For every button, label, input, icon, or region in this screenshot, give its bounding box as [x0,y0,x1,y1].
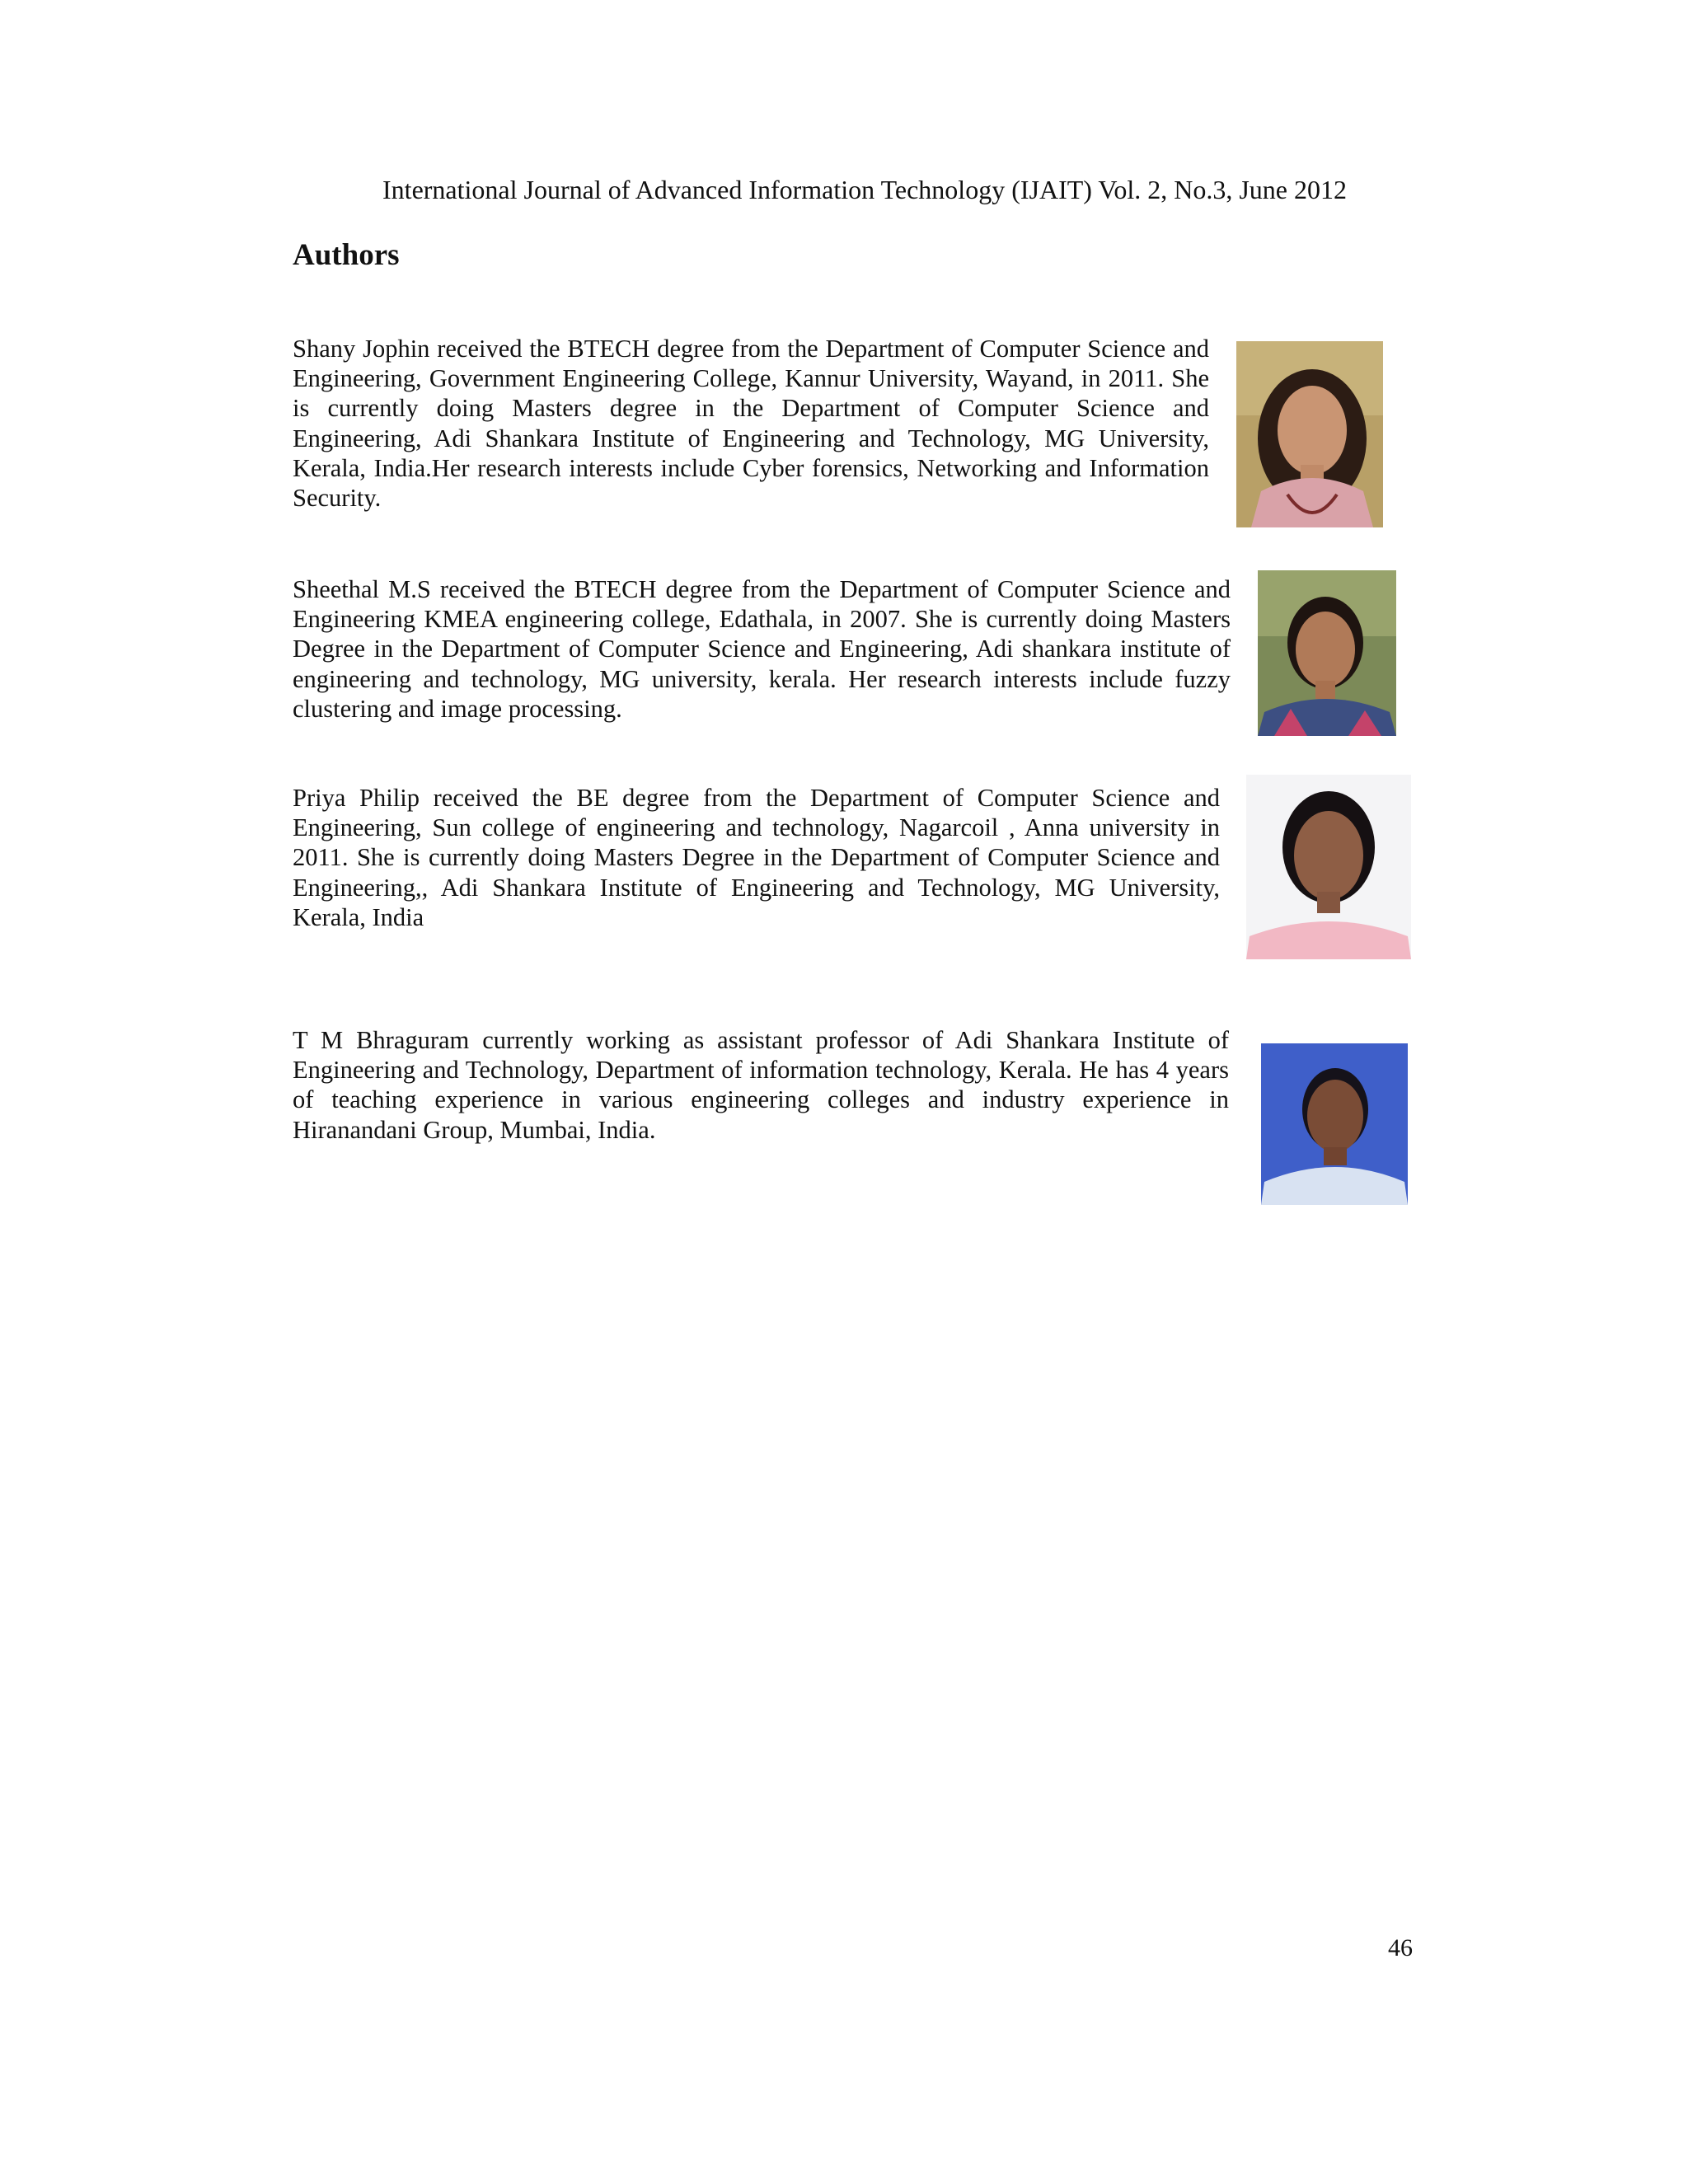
author-bio: Sheethal M.S received the BTECH degree from the Department of Computer Science and Engineering KMEA engineering college, Edathala, in 2007. She is currently doing Masters Degree in the Department of Computer Science and Engineering, Adi shankara institute of engineering and technology, MG university, kerala. Her research interests include fuzzy clustering and image processing. [293,575,1231,723]
author-bio: Priya Philip received the BE degree from the Department of Computer Science and Engineering, Sun college of engineering and technology, Nagarcoil , Anna university in 2011. She is currently doing Masters Degree in the Department of Computer Science and Engineering,, Adi Shankara Institute of Engineering and Technology, MG University, Kerala, India [293,784,1220,931]
author-photo [1261,1043,1408,1205]
author-photo [1246,775,1411,959]
author-bio: T M Bhraguram currently working as assistant professor of Adi Shankara Institute of Engineering and Technology, Department of information technology, Kerala. He has 4 years of teaching experience in various engineering colleges and industry experience in Hiranandani Group, Mumbai, India. [293,1026,1229,1144]
author-bio: Shany Jophin received the BTECH degree from the Department of Computer Science and Engineering, Government Engineering College, Kannur University, Wayand, in 2011. She is currently doing Masters degree in the Department of Computer Science and Engineering, Adi Shankara Institute of Engineering and Technology, MG University, Kerala, India.Her research interests include Cyber forensics, Networking and Information Security. [293,335,1209,513]
author-photo [1236,341,1383,527]
page-number: 46 [1388,1934,1413,1961]
running-header: International Journal of Advanced Information Technology (IJAIT) Vol. 2, No.3, June 2012 [382,175,1347,204]
author-photo [1258,570,1396,736]
section-heading: Authors [293,238,400,272]
